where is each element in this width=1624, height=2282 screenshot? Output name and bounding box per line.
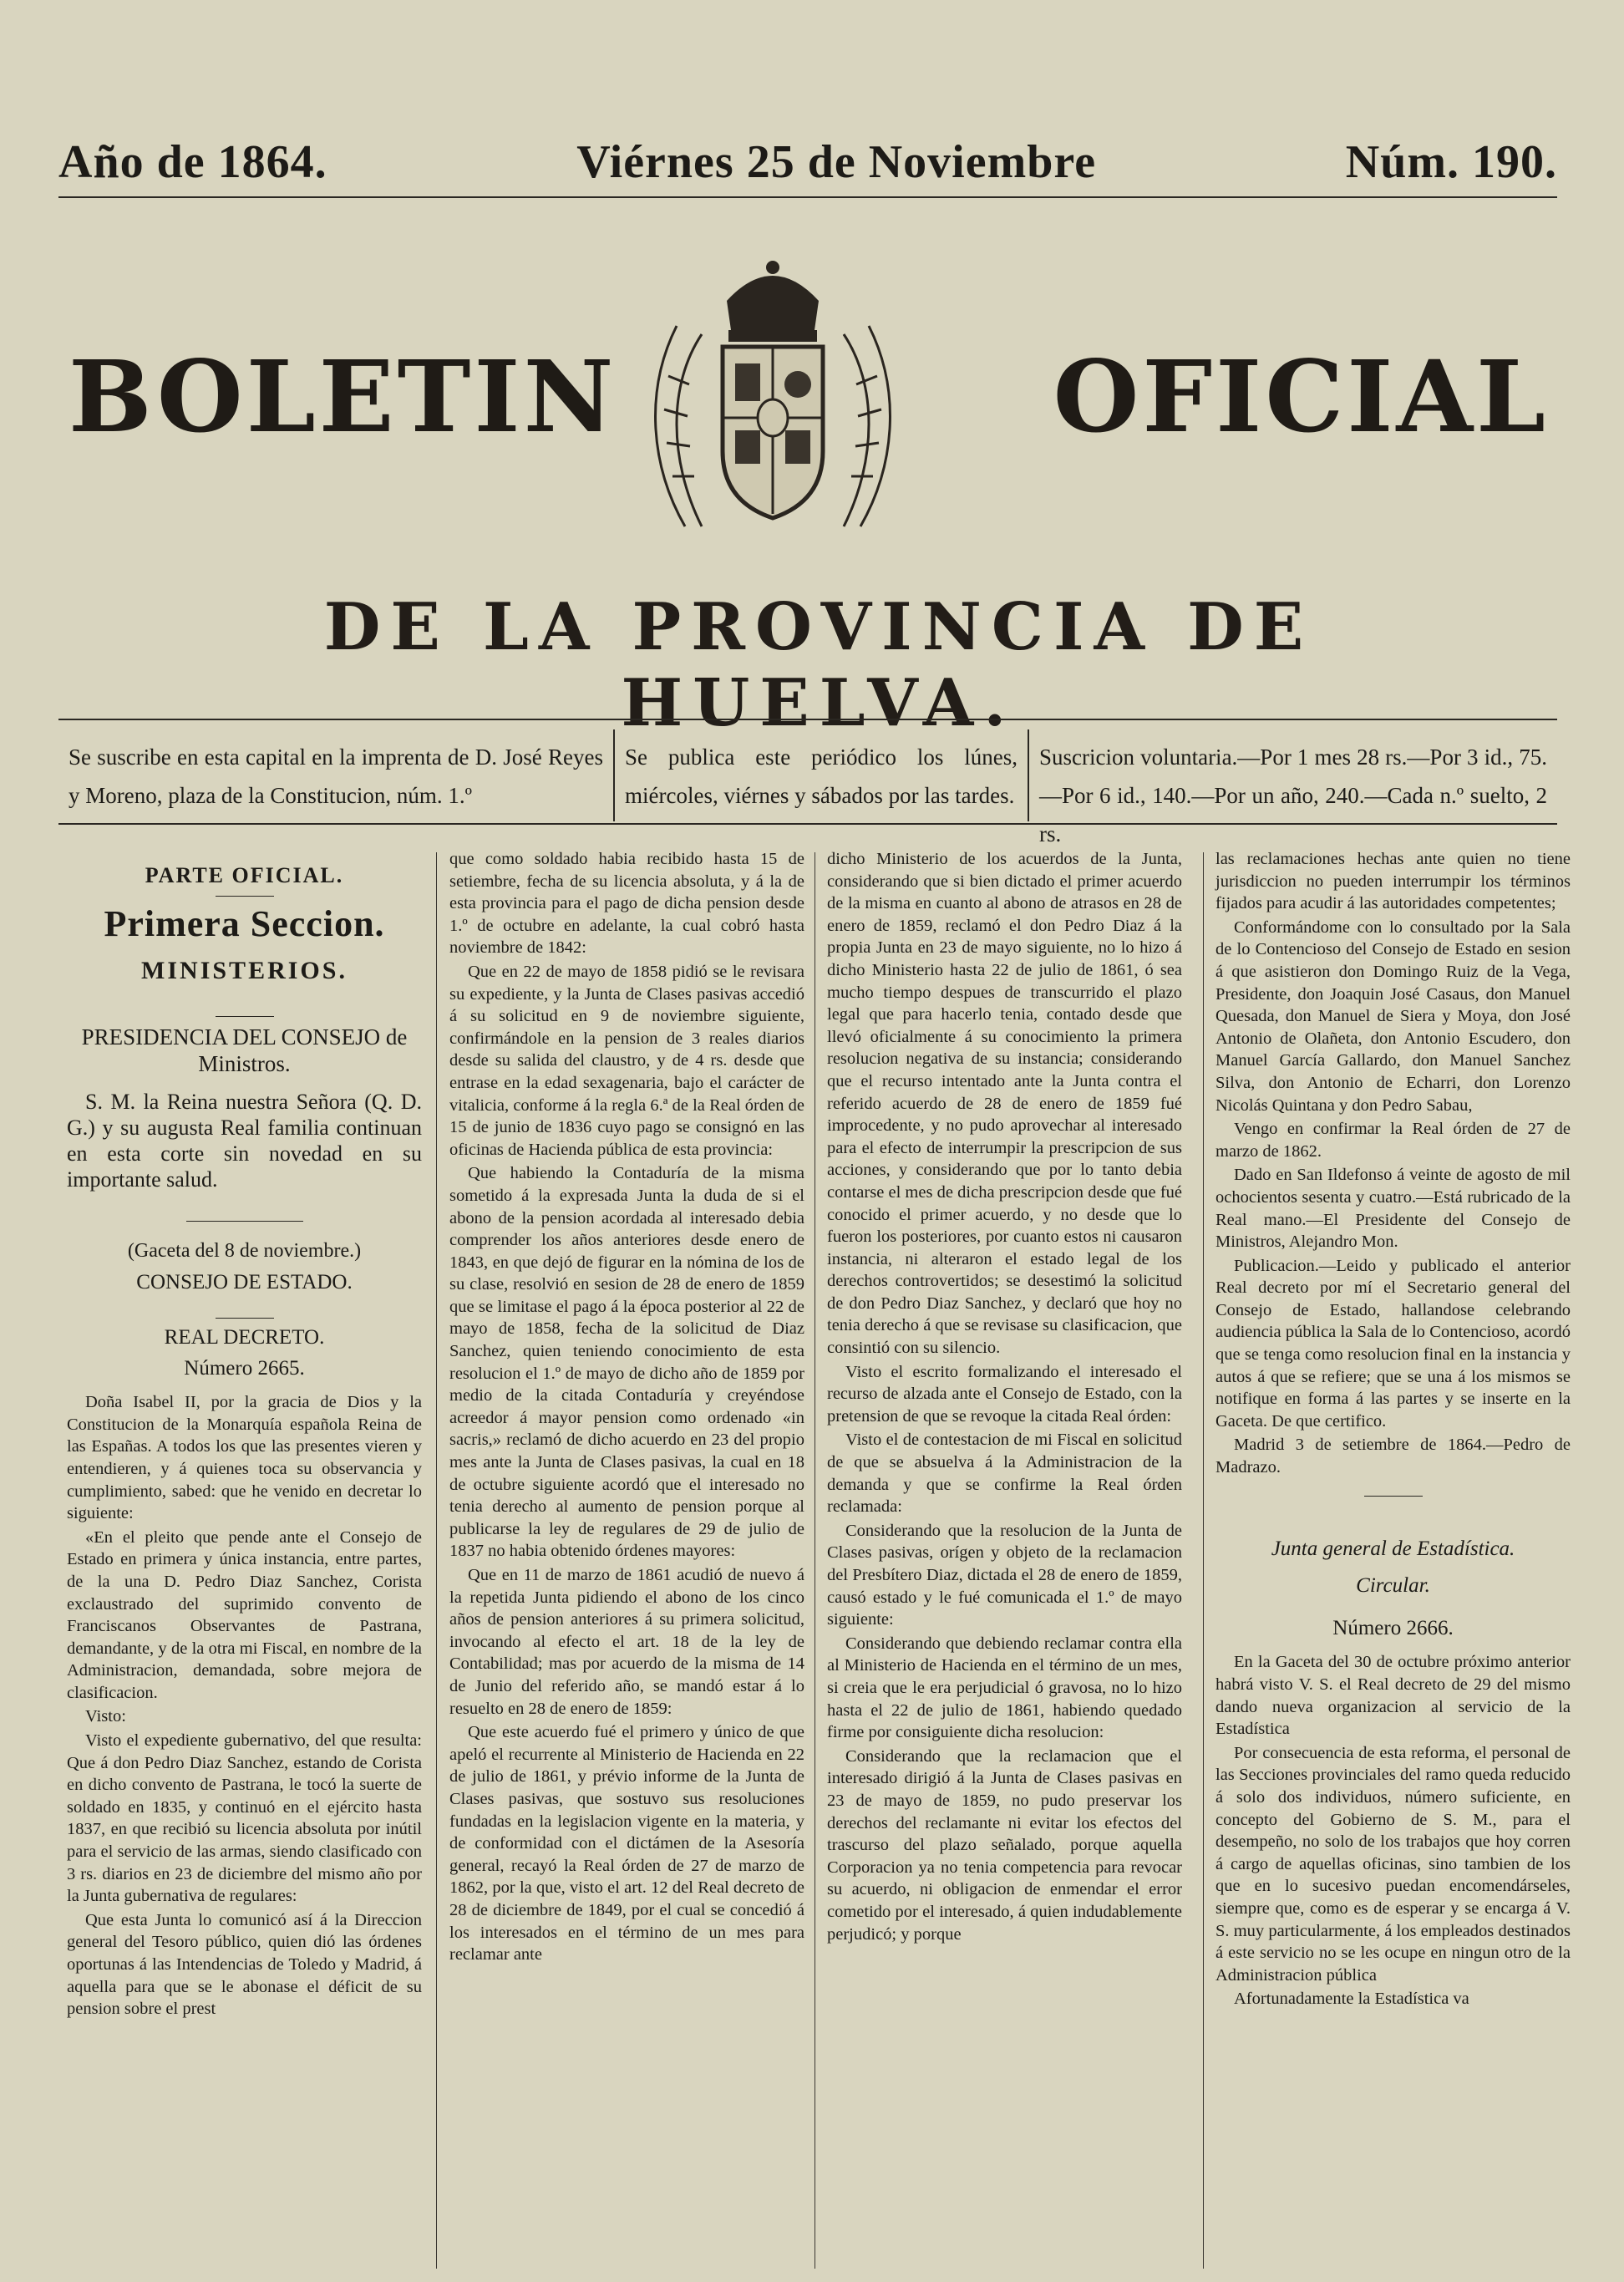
paragraph: Afortunadamente la Estadística va: [1234, 1990, 1469, 2009]
circular-heading: Circular.: [1356, 1574, 1430, 1598]
paragraph: Que esta Junta lo comunicó así á la Direccion general del Tesoro público, quien dió las órdenes oportunas á las Intendencias de Toledo y Madrid, á aquella para que se le abonase el déficit de su pension sobre el prest: [67, 1910, 422, 2019]
paragraph: Doña Isabel II, por la gracia de Dios y la Constitucion de la Monarquía española Reina de las Españas. A todos los que las presentes vieren y entendieren, y á quienes toca su observancia y cumplimiento, sabed: que he venido en decretar lo siguiente:: [67, 1393, 422, 1523]
decree-heading: REAL DECRETO.: [164, 1325, 325, 1349]
column-4: [1215, 848, 1571, 2012]
masthead-dateline: [58, 135, 1557, 189]
masthead-title-left: BOLETIN: [69, 338, 617, 455]
paragraph: Que habiendo la Contaduría de la misma sometido á la expresada Junta la duda de si el abono de la pension acordada al interesado debia comprender los años anteriores desde enero de 1843, en que dejó de figurar en la nómina de los de su clase, resolvió en sesion de 28 de enero de 1859 que se limitase el pago á la época posterior al 22 de mayo de 1858, fecha de la solicitud de Diaz Sanchez, quien teniendo conocimiento de esta resolucion el 1.º de mayo de dicho año de 1859 por medio de la citada Contaduría y creyéndose acreedor á mayor pension como ordenado «in sacris,» reclamó de dicho acuerdo en 23 del propio mes ante la Junta de Clases pasivas, la cual en 18 de octubre siguiente acordó que el interesado no tenia derecho al aumento de pension porque al publicarse la ley de regulares de 29 de julio de 1837 no habia obtenido órdenes mayores:: [449, 1164, 804, 1561]
column-3: [827, 848, 1182, 1947]
paragraph: Que en 11 de marzo de 1861 acudió de nuevo á la repetida Junta pidiendo el abono de los cinco años de pension anteriores á su primera solicitud, invocando al efecto el art. 18 de la ley de Contabilidad; mas por acuerdo de la misma de 14 de Junio del referido año, se mandó estar á lo resuelto en 28 de enero de 1859:: [449, 1566, 804, 1718]
divider: [58, 196, 1557, 198]
paragraph: dicho Ministerio de los acuerdos de la Junta, considerando que si bien dictado el primer acuerdo de la misma en cuanto al abono de atrasos en 28 de enero de 1859, reclamó el don Pedro Diaz á la propia Junta en 23 de mayo siguiente, no lo hizo á dicho Ministerio hasta 22 de julio de 1861, ó sea mucho tiempo despues de transcurrido el plazo legal que para hacerlo tenia, contado desde que llevó oficialmente á su conocimiento la primera resolucion negativa de su instancia; considerando que el recurso intentado ante la Junta contra el referido acuerdo de 28 de enero de 1859 fué improcedente, y no pudo aprovechar al interesado para el efecto de interrumpir la prescripcion de sus acciones, y considerando que por lo tanto debia contarse el mes de dicha prescripcion desde que fué conocido el primer acuerdo, y no desde que lo fueron los posteriores, por cuanto estos ni causaron instancia, ni alteraron el estado legal de los derechos controvertidos; se desestimó la solicitud de don Pedro Diaz Sanchez, y declaró que hoy no tenia derecho á que se revisase su clasificacion, que consintió con su silencio.: [827, 850, 1182, 1358]
divider: [58, 823, 1557, 825]
subscription-prices: Suscricion voluntaria.—Por 1 mes 28 rs.—Por 3 id., 75.—Por 6 id., 140.—Por un año, 240.—Cada n.º suelto, 2 rs.: [1028, 729, 1557, 821]
paragraph: Considerando que la reclamacion que el interesado dirigió á la Junta de Clases pasivas en 23 de mayo de 1859, no pudo preservar los derechos del reclamante ni evitar los efectos del trascurso del plazo señalado, porque aquella Corporacion ya no tenia competencia para revocar su acuerdo, ni obligacion de enmendar el error cometido por el interesado, á quien indudablemente perjudicó; y porque: [827, 1746, 1182, 1944]
council-heading: CONSEJO DE ESTADO.: [136, 1271, 353, 1294]
statistics-board-heading: Junta general de Estadística.: [1271, 1537, 1515, 1560]
masthead-title-right: OFICIAL: [1053, 338, 1549, 455]
ministries-heading: MINISTERIOS.: [141, 957, 348, 985]
article-columns: [58, 848, 1571, 2269]
paragraph: Por consecuencia de esta reforma, el personal de las Secciones provinciales del ramo queda reducido á solo dos individuos, número suficiente, en concepto del Gobierno de S. M., para el desempeño, no solo de los trabajos que hoy corren á cargo de aquellas oficinas, sino tambien de los que en lo sucesivo puedan encomendárseles, siempre que, como es de esperar y se encarga á V. S. muy particularmente, á los empleados destinados á este servicio no se les ocupe en ningun otro de la Administracion pública: [1215, 1743, 1571, 1985]
paragraph: Conformándome con lo consultado por la Sala de lo Contencioso del Consejo de Estado en sesion á que asistieron don Domingo Ruiz de la Vega, Presidente, don Joaquin José Casaus, don Manuel Quesada, don Manuel de Siera y Moya, don José Antonio de Olañeta, don Antonio Escudero, don Manuel García Gallardo, don Manuel Sanchez Silva, don Antonio de Echarri, don Lorenzo Nicolás Quintana y don Pedro Sabau,: [1215, 917, 1571, 1115]
paragraph: Publicacion.—Leido y publicado el anterior Real decreto por mí el Secretario general del Consejo de Estado, hallandose celebrando audiencia pública la Sala de lo Contencioso, acordó que se tenga como resolucion final en la instancia y autos á que se refiere; que se una á los mismos se notifique en forma á las partes y se inserte en la Gaceta. De que certifico.: [1215, 1256, 1571, 1431]
column-1: [67, 848, 422, 2022]
issue-number: Núm. 190.: [1345, 136, 1557, 188]
paragraph: Visto:: [85, 1707, 126, 1726]
paragraph: Visto el expediente gubernativo, del que resulta: Que á don Pedro Diaz Sanchez, estando de Corista en dicho convento de Pastrana, le tocó la suerte de soldado en 1835, y continuó en el ejército hasta 1837, en que recibió su licencia absoluta por inútil para el servicio de las armas, siendo clasificado con 3 rs. diarios en 23 de diciembre del mismo año por la Junta gubernativa de regulares:: [67, 1731, 422, 1906]
paragraph: Vengo en confirmar la Real órden de 27 de marzo de 1862.: [1215, 1120, 1571, 1161]
subscription-band: [58, 729, 1557, 846]
paragraph: que como soldado habia recibido hasta 15 de setiembre, fecha de su licencia absoluta, y á la de esta provincia para el pago de dicha pension desde 1.º de octubre en adelante, la cual cobró hasta noviembre de 1842:: [449, 850, 804, 958]
paragraph: Visto el de contestacion de mi Fiscal en solicitud de que se absuelva á la Administracion de la demanda y que se confirme la Real órden reclamada:: [827, 1431, 1182, 1517]
circular-number: Número 2666.: [1332, 1616, 1454, 1639]
issue-year: Año de 1864.: [58, 136, 327, 188]
ornament-rule: [1364, 1496, 1423, 1497]
paragraph: Visto el escrito formalizando el interesado el recurso de alzada ante el Consejo de Estado, con la pretension de que se revoque la citada Real órden:: [827, 1362, 1182, 1426]
paragraph: Considerando que la resolucion de la Junta de Clases pasivas, orígen y objeto de la reclamacion del Presbítero Diaz, dictada el 28 de enero de 1859, causó estado y le fué comunicada el 1.º de mayo siguiente:: [827, 1521, 1182, 1629]
masthead-subtitle: DE LA PROVINCIA DE HUELVA.: [323, 589, 1314, 741]
ornament-rule: [186, 1221, 303, 1222]
ornament-rule: [216, 1318, 274, 1319]
paragraph: Madrid 3 de setiembre de 1864.—Pedro de Madrazo.: [1215, 1436, 1571, 1477]
column-divider: [436, 852, 437, 2269]
column-divider: [1203, 852, 1204, 2269]
decree-number: Número 2665.: [184, 1356, 305, 1380]
presidency-heading: PRESIDENCIA DEL CONSEJO de Ministros.: [81, 1024, 408, 1076]
paragraph: Considerando que debiendo reclamar contra ella al Ministerio de Hacienda en el término de un mes, si creia que le era perjudicial ó gravosa, no lo hizo hasta el 22 de julio de 1861, habiendo quedado firme por consiguiente dicha resolucion:: [827, 1634, 1182, 1742]
paragraph: Que este acuerdo fué el primero y único de que apeló el recurrente al Ministerio de Hacienda en 22 de julio de 1861, y prévio informe de la Junta de Clases pasivas, que sostuvo sus resoluciones fundadas en la legislacion vigente en la materia, y de conformidad con el dictámen de la Asesoría general, recayó la Real órden de 27 de marzo de 1862, por la que, visto el art. 12 del Real decreto de 28 de diciembre de 1849, por el cual se concedió á los interesados en el término de un mes para reclamar ante: [449, 1723, 804, 1964]
column-2: [449, 848, 804, 1968]
royal-health-notice: S. M. la Reina nuestra Señora (Q. D. G.) y su augusta Real familia continuan en esta corte sin novedad en su importante salud.: [67, 1089, 422, 1192]
gazette-source: (Gaceta del 8 de noviembre.): [127, 1239, 362, 1262]
issue-date: Viérnes 25 de Noviembre: [576, 136, 1097, 188]
paragraph: «En el pleito que pende ante el Consejo de Estado en primera y única instancia, entre partes, de la una D. Pedro Diaz Sanchez, Corista exclaustrado del suprimido convento de Franciscanos Observantes de Pastrana, demandante, y de la otra mi Fiscal, en nombre de la Administracion, demandada, sobre mejora de clasificacion.: [67, 1527, 422, 1702]
paragraph: Dado en San Ildefonso á veinte de agosto de mil ochocientos sesenta y cuatro.—Está rubricado de la Real mano.—El Presidente del Consejo de Ministros, Alejandro Mon.: [1215, 1166, 1571, 1252]
publication-schedule: Se publica este periódico los lúnes, miércoles, viérnes y sábados por las tardes.: [613, 729, 1028, 821]
section-heading: PARTE OFICIAL.: [145, 863, 344, 887]
divider: [58, 719, 1557, 720]
ornament-rule: [216, 896, 274, 897]
paragraph: En la Gaceta del 30 de octubre próximo anterior habrá visto V. S. el Real decreto de 29 del mismo dando nueva organizacion al servicio de la Estadística: [1215, 1653, 1571, 1739]
subscription-info: Se suscribe en esta capital en la imprenta de D. José Reyes y Moreno, plaza de la Constitucion, núm. 1.º: [69, 745, 603, 808]
section-title: Primera Seccion.: [104, 902, 385, 944]
paragraph: las reclamaciones hechas ante quien no tiene jurisdiccion no pueden interrumpir los términos fijados para acudir á las autoridades competentes;: [1215, 850, 1571, 913]
ornament-rule: [216, 1016, 274, 1017]
paragraph: Que en 22 de mayo de 1858 pidió se le revisara su expediente, y la Junta de Clases pasivas accedió á su solicitud en 9 de noviembre siguiente, confirmándole en la pension de 3 reales diarios desde su salida del claustro, y de 4 rs. desde que entrase en la edad sexagenaria, bajo el carácter de vitalicia, conforme á la regla 6.ª de la Real órden de 15 de junio de 1836 cuyo pago se consignó en las oficinas de Hacienda pública de esta provincia:: [449, 962, 804, 1159]
royal-coat-of-arms-icon: [635, 251, 911, 551]
